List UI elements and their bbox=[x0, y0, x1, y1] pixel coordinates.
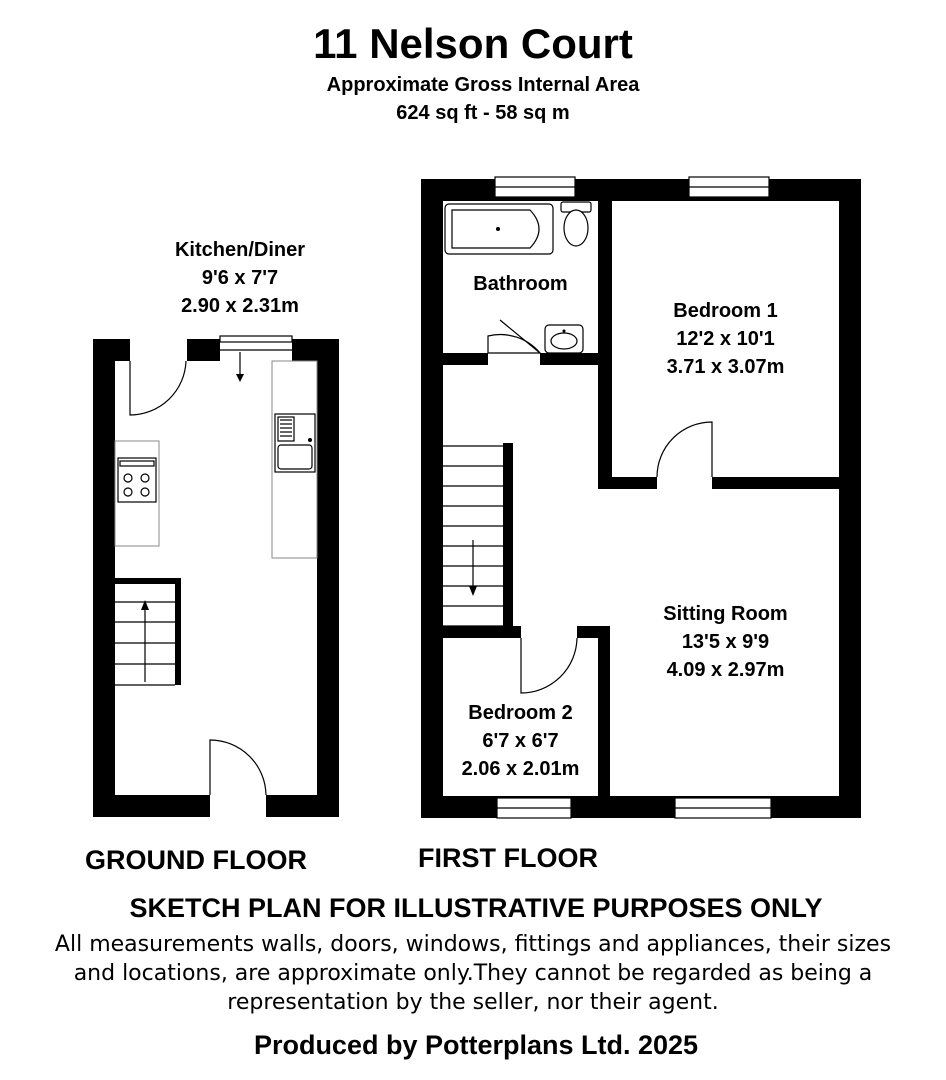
wall-top-mid bbox=[187, 339, 220, 361]
room-bedroom-1 bbox=[612, 297, 839, 381]
room-bathroom bbox=[443, 270, 598, 298]
door-front bbox=[210, 740, 266, 795]
wall-bed1-bottom-left bbox=[598, 477, 657, 489]
ground-floor-plan bbox=[93, 336, 339, 817]
door-bedroom2 bbox=[521, 638, 577, 693]
wall-bath-bottom-left bbox=[421, 353, 488, 365]
room-name: Bedroom 2 bbox=[468, 702, 573, 724]
room-size-imperial: 13'5 x 9'9 bbox=[681, 631, 770, 653]
wall-bath-bed1 bbox=[598, 179, 612, 489]
window-kitchen bbox=[220, 336, 292, 342]
door-bathroom bbox=[488, 335, 540, 353]
room-size-imperial: 9'6 x 7'7 bbox=[201, 267, 279, 289]
room-sitting-room bbox=[612, 600, 839, 684]
stair-wall-top bbox=[115, 578, 181, 584]
room-size-metric: 3.71 x 3.07m bbox=[666, 356, 785, 378]
wall-bottom-right bbox=[266, 795, 339, 817]
hob-icon bbox=[118, 458, 156, 502]
wall-sitting-left bbox=[598, 626, 610, 796]
wall-right bbox=[317, 339, 339, 817]
floor-label-ground: GROUND FLOOR bbox=[85, 845, 307, 875]
wall-left bbox=[421, 179, 443, 818]
wall-bath-bottom-right bbox=[540, 353, 612, 365]
room-bedroom-2 bbox=[443, 699, 598, 783]
wall-bottom-left bbox=[93, 795, 210, 817]
wall-right bbox=[839, 179, 861, 818]
wall-left bbox=[93, 339, 115, 817]
room-size-imperial: 12'2 x 10'1 bbox=[676, 328, 775, 350]
wall-top bbox=[421, 179, 861, 201]
stair-wall-side bbox=[175, 578, 181, 685]
wall-bed1-bottom-right bbox=[712, 477, 861, 489]
door-bedroom1 bbox=[657, 422, 712, 477]
disclaimer-text: All measurements walls, doors, windows, fittings and appliances, their sizes and locations, are approximate only.They cannot be regarded as being a representation by the seller, nor their agent. bbox=[54, 932, 892, 1015]
room-name: Bedroom 1 bbox=[673, 300, 778, 322]
plan-title: 11 Nelson Court bbox=[313, 20, 633, 67]
room-size-metric: 4.09 x 2.97m bbox=[666, 659, 785, 681]
door-back bbox=[130, 361, 186, 415]
wall-bed2-top-right bbox=[577, 626, 610, 638]
room-kitchen-diner bbox=[140, 236, 340, 320]
wall-stairs bbox=[503, 443, 513, 638]
room-name: Sitting Room bbox=[663, 603, 788, 625]
area-label: Approximate Gross Internal Area bbox=[326, 74, 640, 96]
sink-icon bbox=[275, 414, 315, 472]
stairs-first bbox=[443, 446, 503, 626]
wall-top-left bbox=[93, 339, 130, 361]
wall-bottom bbox=[421, 796, 861, 818]
disclaimer-heading: SKETCH PLAN FOR ILLUSTRATIVE PURPOSES ONLY bbox=[129, 893, 823, 923]
wall-top-right bbox=[292, 339, 339, 361]
room-size-imperial: 6'7 x 6'7 bbox=[482, 730, 559, 752]
producer-credit: Produced by Potterplans Ltd. 2025 bbox=[253, 1030, 699, 1060]
floor-label-first: FIRST FLOOR bbox=[418, 843, 598, 873]
room-name: Kitchen/Diner bbox=[174, 239, 306, 261]
room-size-metric: 2.90 x 2.31m bbox=[181, 295, 299, 317]
room-name: Bathroom bbox=[473, 273, 568, 295]
area-value: 624 sq ft - 58 sq m bbox=[396, 102, 570, 124]
room-size-metric: 2.06 x 2.01m bbox=[461, 758, 580, 780]
